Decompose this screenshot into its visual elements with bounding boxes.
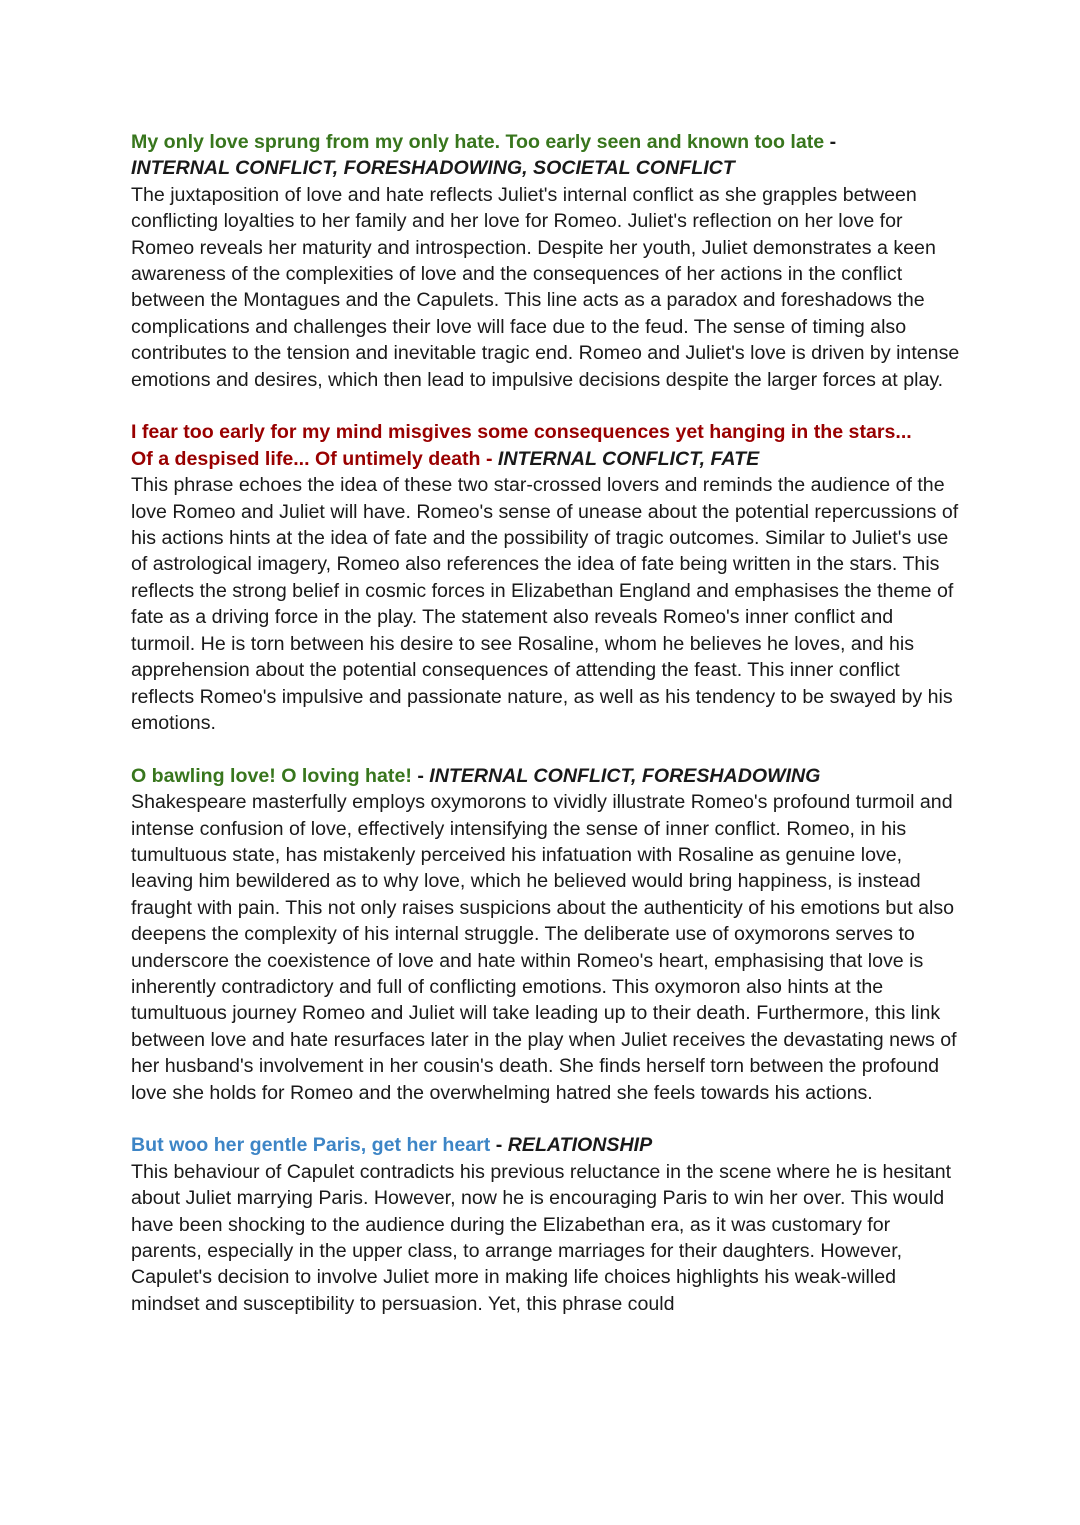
quote-heading	[131, 129, 961, 155]
analysis-section-1	[131, 129, 961, 393]
analysis-section-2	[131, 419, 961, 736]
analysis-section-3	[131, 763, 961, 1106]
analysis-paragraph: This behaviour of Capulet contradicts his previous reluctance in the scene where he is hesitant about Juliet marrying Paris. However, now he is encouraging Paris to win her over. This would have been shocking to the audience during the Elizabethan era, as it was customary for parents, especially in the upper class, to arrange marriages for their daughters. However, Capulet's decision to involve Juliet more in making life choices highlights his weak-willed mindset and susceptibility to persuasion. Yet, this phrase could	[131, 1160, 952, 1315]
separator: -	[411, 764, 430, 787]
quote-text: I fear too early for my mind misgives some consequences yet hanging in the stars...	[131, 421, 912, 444]
quote-text: But woo her gentle Paris, get her heart	[131, 1134, 491, 1157]
separator: -	[480, 447, 498, 470]
quote-text: My only love sprung from my only hate. Too early seen and known too late	[131, 131, 825, 153]
quote-heading	[131, 763, 961, 789]
analysis-paragraph: Shakespeare masterfully employs oxymorons to vividly illustrate Romeo's profound turmoil and intense confusion of love, effectively intensifying the sense of inner conflict. Romeo, in his tumultuous state, has mistakenly perceived his infatuation with Rosaline as genuine love, leaving him bewildered as to why love, which he believed would bring happiness, is instead fraught with pain. This not only raises suspicions about the authenticity of his emotions but also deepens the complexity of his internal struggle. The deliberate use of oxymorons serves to underscore the coexistence of love and hate within Romeo's heart, emphasising that love is inherently contradictory and full of conflicting emotions. This oxymoron also hints at the tumultuous journey Romeo and Juliet will take leading up to their death. Furthermore, this link between love and hate resurfaces later in the play when Juliet receives the devastating news of her husband's involvement in her cousin's death. She finds herself torn between the profound love she holds for Romeo and the overwhelming hatred she feels towards his actions.	[131, 791, 957, 1104]
theme-tags: INTERNAL CONFLICT, FORESHADOWING, SOCIETAL CONFLICT	[131, 157, 735, 180]
theme-tags: RELATIONSHIP	[507, 1134, 653, 1157]
analysis-paragraph: The juxtaposition of love and hate reflects Juliet's internal conflict as she grapples between conflicting loyalties to her family and her love for Romeo. Juliet's reflection on her love for Romeo reveals her maturity and introspection. Despite her youth, Juliet demonstrates a keen awareness of the complexities of love and the consequences of her actions in the conflict between the Montagues and the Capulets. This line acts as a paradox and foreshadows the complications and challenges their love will face due to the feud. The sense of timing also contributes to the tension and inevitable tragic end. Romeo and Juliet's love is driven by intense emotions and desires, which then lead to impulsive decisions despite the larger forces at play.	[131, 183, 960, 391]
quote-text: O bawling love! O loving hate!	[131, 764, 412, 787]
quote-heading-continued	[131, 446, 961, 472]
theme-tags: INTERNAL CONFLICT, FATE	[497, 447, 760, 470]
quote-text: Of a despised life... Of untimely death	[131, 447, 481, 470]
theme-tags-line	[131, 155, 961, 181]
quote-heading	[131, 419, 961, 445]
theme-tags: INTERNAL CONFLICT, FORESHADOWING	[429, 764, 821, 787]
quote-heading	[131, 1132, 961, 1158]
analysis-section-4	[131, 1132, 961, 1317]
analysis-paragraph: This phrase echoes the idea of these two star-crossed lovers and reminds the audience of the love Romeo and Juliet will have. Romeo's sense of unease about the potential repercussions of his actions hints at the idea of fate and the possibility of tragic outcomes. Similar to Juliet's use of astrological imagery, Romeo also references the idea of fate being written in the stars. This reflects the strong belief in cosmic forces in Elizabethan England and emphasises the theme of fate as a driving force in the play. The statement also reveals Romeo's inner conflict and turmoil. He is torn between his desire to see Rosaline, whom he believes he loves, and his apprehension about the potential consequences of attending the feast. This inner conflict reflects Romeo's impulsive and passionate nature, as well as his tendency to be swayed by his emotions.	[131, 474, 959, 734]
separator: -	[490, 1134, 508, 1157]
document-page	[131, 129, 961, 1344]
separator: -	[824, 131, 837, 153]
